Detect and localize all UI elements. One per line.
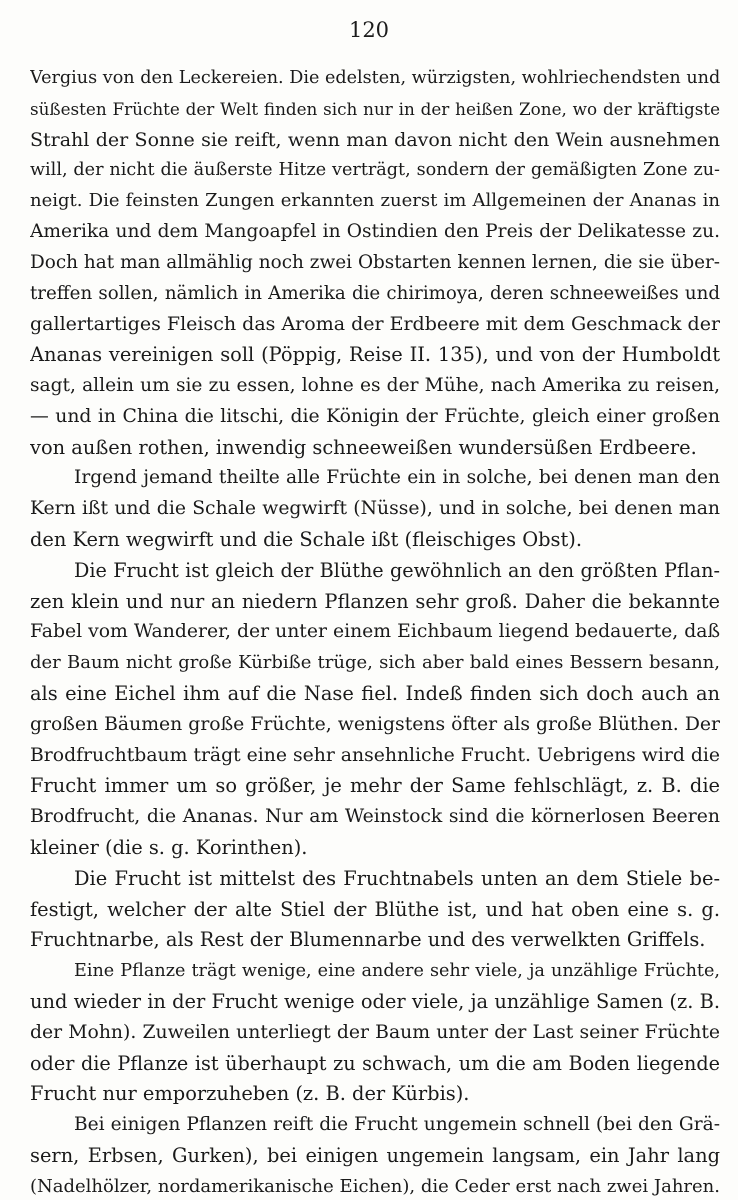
text-line: den Kern wegwirft und die Schale ißt (fleischiges Obst). [30,527,582,551]
text-line: treffen sollen, nämlich in Amerika die chirimoya, deren schneeweißes und [30,282,720,304]
text-line: von außen rothen, inwendig schneeweißen wundersüßen Erdbeere. [30,435,697,459]
text-line: Eine Pflanze trägt wenige, eine andere sehr viele, ja unzählige Früchte, [74,961,720,982]
text-line: Brodfruchtbaum trägt eine sehr ansehnliche Frucht. Uebrigens wird die [30,744,720,766]
page-body-text [30,63,720,1202]
text-line: und wieder in der Frucht wenige oder viele, ja unzählige Samen (z. B. [30,989,720,1013]
text-line: — und in China die litschi, die Königin der Früchte, gleich einer großen [30,405,720,427]
text-line: großen Bäumen große Früchte, wenigstens öfter als große Blüthen. Der [30,713,720,735]
text-line: sagt, allein um sie zu essen, lohne es der Mühe, nach Amerika zu reisen, [30,374,720,396]
text-line: Ananas vereinigen soll (Pöppig, Reise II. 135), und von der Humboldt [30,343,720,367]
text-line: zen klein und nur an niedern Pflanzen sehr groß. Daher die bekannte [30,589,720,613]
text-line: Kern ißt und die Schale wegwirft (Nüsse), und in solche, bei denen man [30,498,720,520]
text-line: will, der nicht die äußerste Hitze verträgt, sondern der gemäßigten Zone zu- [30,160,720,181]
text-line: Amerika und dem Mangoapfel in Ostindien den Preis der Delikatesse zu. [30,220,720,242]
page-number: 120 [348,18,390,42]
text-line: der Mohn). Zuweilen unterliegt der Baum unter der Last seiner Früchte [30,1021,720,1043]
text-line: Vergius von den Leckereien. Die edelsten, würzigsten, wohlriechendsten und [30,68,720,88]
text-line: Brodfrucht, die Ananas. Nur am Weinstock sind die körnerlosen Beeren [30,806,720,828]
text-line: Irgend jemand theilte alle Früchte ein in solche, bei denen man den [74,467,720,489]
text-line: festigt, welcher der alte Stiel der Blüthe ist, und hat oben eine s. g. [30,897,720,921]
text-line: Frucht immer um so größer, je mehr der Same fehlschlägt, z. B. die [30,774,720,798]
text-line: Frucht nur emporzuheben (z. B. der Kürbis). [30,1082,470,1106]
text-line: Die Frucht ist gleich der Blüthe gewöhnlich an den größten Pflan- [74,558,720,582]
text-line: oder die Pflanze ist überhaupt zu schwach, um die am Boden liegende [30,1051,720,1075]
text-line: gallertartiges Fleisch das Aroma der Erdbeere mit dem Geschmack der [30,313,720,336]
text-line: Fabel vom Wanderer, der unter einem Eichbaum liegend bedauerte, daß [30,621,720,643]
text-line: Strahl der Sonne sie reift, wenn man davon nicht den Wein ausnehmen [30,128,720,151]
text-line: der Baum nicht große Kürbiße trüge, sich aber bald eines Bessern besann, [30,652,720,674]
text-line: Die Frucht ist mittelst des Fruchtnabels unten an dem Stiele be- [74,866,720,890]
text-line: als eine Eichel ihm auf die Nase fiel. Indeß finden sich doch auch an [30,681,720,705]
text-line: sern, Erbsen, Gurken), bei einigen ungemein langsam, ein Jahr lang [30,1143,720,1167]
text-line: Bei einigen Pflanzen reift die Frucht ungemein schnell (bei den Grä- [74,1114,720,1136]
text-line: (Nadelhölzer, nordamerikanische Eichen), die Ceder erst nach zwei Jahren. [30,1175,720,1197]
text-line: süßesten Früchte der Welt finden sich nur in der heißen Zone, wo der kräftigste [30,98,720,119]
text-line: Doch hat man allmählig noch zwei Obstarten kennen lernen, die sie über- [30,251,720,273]
text-line: kleiner (die s. g. Korinthen). [30,835,308,859]
text-line: neigt. Die feinsten Zungen erkannten zuerst im Allgemeinen der Ananas in [30,190,720,212]
text-line: Fruchtnarbe, als Rest der Blumennarbe und des verwelkten Griffels. [30,928,706,952]
